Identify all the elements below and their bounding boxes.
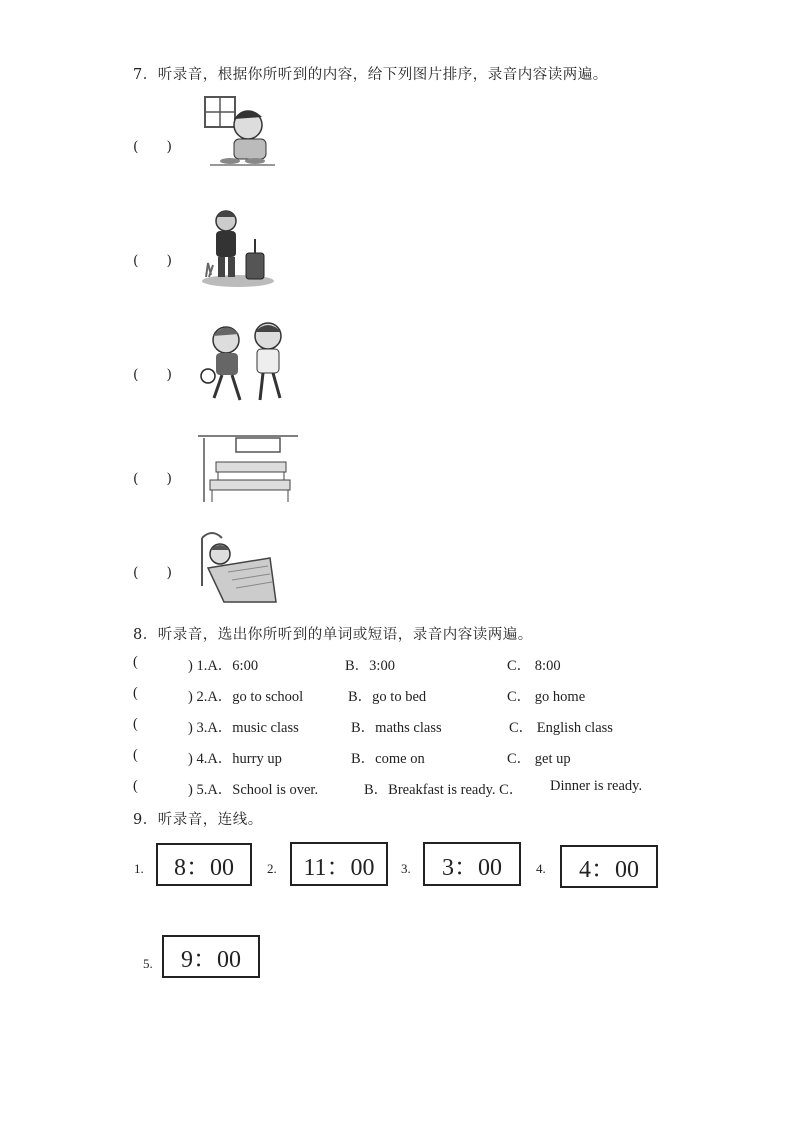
- clock4-box[interactable]: [560, 845, 658, 888]
- clock4-time: 4：00: [579, 857, 639, 883]
- child-sleeping-in-bed-icon: [198, 528, 280, 606]
- q8-row4-option-b: B．come on: [351, 751, 425, 767]
- clock1-time: 8：00: [174, 855, 234, 881]
- q8-row3-paren[interactable]: (: [133, 716, 138, 732]
- q7-item4-answer-blank[interactable]: ( ): [133, 471, 172, 487]
- boys-playing-football-icon: [198, 320, 303, 408]
- q7-item5-answer-blank[interactable]: ( ): [133, 565, 172, 581]
- q8-row3-option-a: ) 3.A．music class: [188, 720, 299, 736]
- q8-row5-option-b: B．Breakfast is ready. C．: [364, 782, 524, 798]
- clock5-box[interactable]: [162, 935, 260, 978]
- q8-row5-option-c: Dinner is ready.: [550, 778, 643, 794]
- clock5-time: 9：00: [181, 947, 241, 973]
- q8-row1-option-a: ) 1.A．6:00: [188, 658, 259, 674]
- clock1-box[interactable]: [156, 843, 252, 886]
- q8-row3-option-c: C． English class: [509, 720, 613, 736]
- q8-row3-option-b: B．maths class: [351, 720, 442, 736]
- clock2-box[interactable]: [290, 842, 388, 886]
- q8-row1-option-c: C． 8:00: [507, 658, 561, 674]
- clock3-time: 3：00: [442, 854, 502, 881]
- q7-item1-answer-blank[interactable]: ( ): [133, 139, 172, 155]
- q7-item3-answer-blank[interactable]: ( ): [133, 367, 172, 383]
- q7-title: 7．听录音，根据你所听到的内容，给下列图片排序，录音内容读两遍。: [133, 67, 608, 83]
- q9-title: 9．听录音，连线。: [133, 812, 263, 828]
- girl-with-suitcase-icon: [200, 205, 280, 287]
- q8-row4-paren[interactable]: (: [133, 747, 138, 763]
- boy-eating-breakfast-icon: [200, 95, 280, 170]
- q8-row5-paren[interactable]: (: [133, 778, 138, 794]
- q8-row2-option-a: ) 2.A．go to school: [188, 689, 304, 705]
- clock3-number: 3.: [401, 861, 411, 876]
- clock1-number: 1.: [134, 861, 144, 876]
- q8-row4-option-a: ) 4.A．hurry up: [188, 751, 282, 767]
- q8-title: 8．听录音，选出你所听到的单词或短语，录音内容读两遍。: [133, 627, 533, 643]
- clock5-number: 5.: [143, 956, 153, 971]
- q7-item2-answer-blank[interactable]: ( ): [133, 253, 172, 269]
- q8-row2-paren[interactable]: (: [133, 685, 138, 701]
- clock2-time: 11：00: [303, 854, 375, 881]
- q8-row1-option-b: B．3:00: [345, 658, 395, 674]
- classroom-icon: [196, 432, 301, 508]
- q8-row2-option-b: B．go to bed: [348, 689, 427, 705]
- clock4-number: 4.: [536, 861, 546, 876]
- q8-row4-option-c: C． get up: [507, 751, 571, 767]
- q8-row2-option-c: C． go home: [507, 689, 586, 705]
- clock3-box[interactable]: [423, 842, 521, 886]
- q8-row1-paren[interactable]: (: [133, 654, 138, 670]
- q8-row5-option-a: ) 5.A．School is over.: [188, 782, 319, 798]
- clock2-number: 2.: [267, 861, 277, 876]
